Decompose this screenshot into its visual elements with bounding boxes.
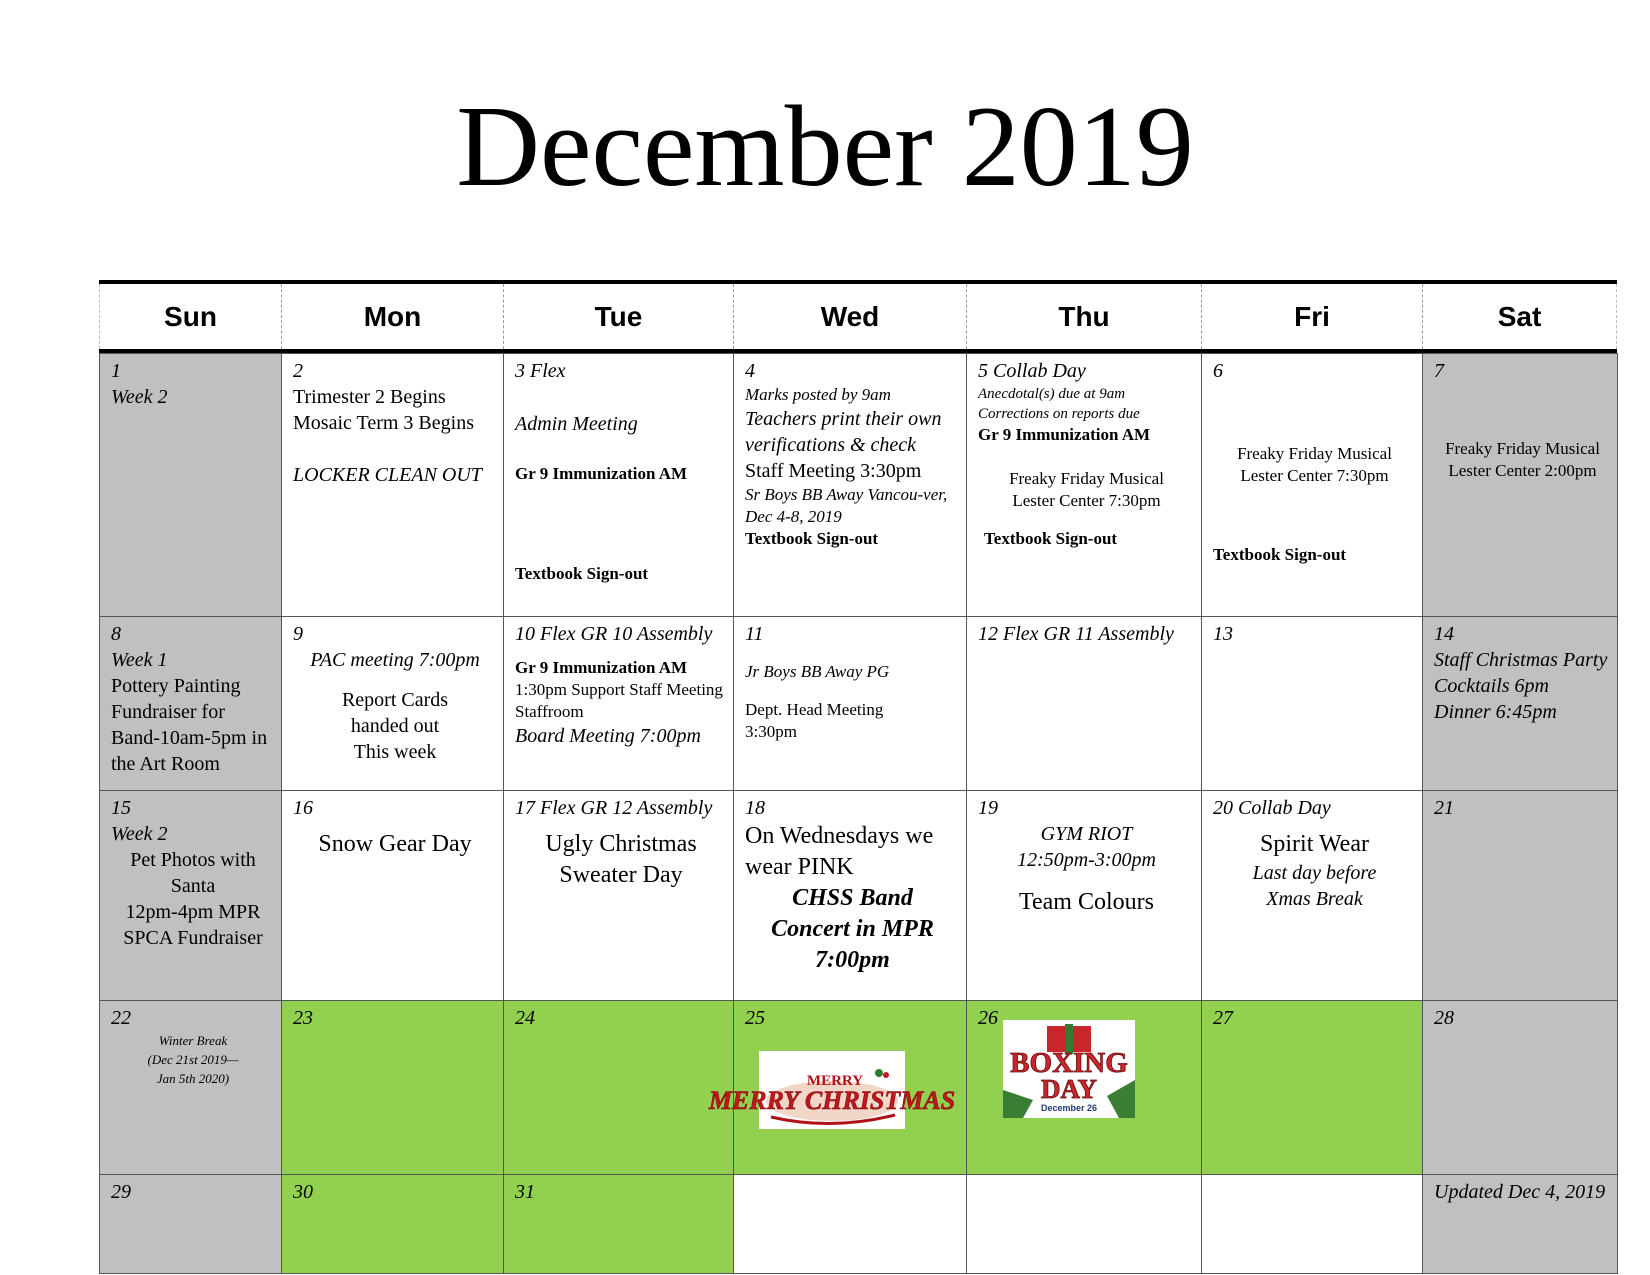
event-text: Trimester 2 Begins <box>293 386 446 408</box>
event-text: handed out <box>350 715 440 737</box>
event-text: Gr 9 Immunization AM <box>515 464 688 483</box>
day-header-fri: Fri <box>1201 284 1422 349</box>
day-number: 14 <box>1434 623 1454 645</box>
day-number: 24 <box>515 1007 535 1029</box>
day-number: 25 <box>745 1007 765 1029</box>
event-text: Lester Center 7:30pm <box>1240 466 1389 485</box>
boxing-text: BOXING <box>1010 1047 1128 1079</box>
event-text: 12:50pm-3:00pm <box>1017 849 1156 871</box>
day-cell-3 <box>503 353 734 617</box>
event-text: Lester Center 2:00pm <box>1448 461 1597 480</box>
day-number: 7 <box>1434 360 1444 382</box>
event-text: Dept. Head Meeting <box>745 700 884 719</box>
day-number: 11 <box>745 623 764 645</box>
day-number: 31 <box>515 1181 535 1203</box>
day-cell-27 <box>1201 1000 1423 1175</box>
event-text: Textbook Sign-out <box>984 529 1118 548</box>
day-cell-5 <box>966 353 1202 617</box>
merry-christmas-text: MERRY CHRISTMAS <box>708 1086 956 1115</box>
day-cell-11 <box>733 616 967 791</box>
boxing-date-text: December 26 <box>1040 1103 1098 1113</box>
day-cell-12 <box>966 616 1202 791</box>
event-text: SPCA Fundraiser <box>123 927 263 949</box>
day-number: 17 Flex GR 12 Assembly <box>515 797 713 819</box>
event-text: Gr 9 Immunization AM <box>978 425 1151 444</box>
event-text: Anecdotal(s) due at 9am <box>978 386 1126 402</box>
day-cell-8 <box>99 616 282 791</box>
event-text: GYM RIOT <box>1040 823 1133 845</box>
boxing-day-image <box>1003 1020 1135 1118</box>
event-text: Dinner 6:45pm <box>1434 701 1557 723</box>
day-number: 10 Flex GR 10 Assembly <box>515 623 713 645</box>
day-number: 20 Collab Day <box>1213 797 1331 819</box>
day-number: 28 <box>1434 1007 1454 1029</box>
day-number: 8 <box>111 623 121 645</box>
event-text: LOCKER CLEAN OUT <box>293 464 482 486</box>
day-number: 18 <box>745 797 765 819</box>
event-text: Winter Break <box>158 1033 228 1048</box>
week-label: Week 1 <box>111 649 168 671</box>
event-text: 7:00pm <box>815 947 890 973</box>
day-number: 26 <box>978 1007 998 1029</box>
day-cell-9 <box>281 616 504 791</box>
event-text: Report Cards <box>341 689 449 711</box>
event-text: (Dec 21st 2019— <box>147 1052 239 1067</box>
event-text: Santa <box>170 875 216 897</box>
day-cell-17 <box>503 790 734 1001</box>
svg-text:MERRY: MERRY <box>806 1073 864 1089</box>
week-label: Week 2 <box>111 386 168 408</box>
day-cell-23 <box>281 1000 504 1175</box>
day-cell-14 <box>1422 616 1618 791</box>
day-number: 21 <box>1434 797 1454 819</box>
day-number: 9 <box>293 623 303 645</box>
event-text: Concert in MPR <box>771 916 934 942</box>
event-text: This week <box>353 741 437 763</box>
event-text: Last day before <box>1252 862 1377 884</box>
day-header-sat: Sat <box>1422 284 1617 349</box>
day-number: 5 Collab Day <box>978 360 1086 382</box>
event-text: Pet Photos with <box>130 849 256 871</box>
day-number: 13 <box>1213 623 1233 645</box>
event-text: Gr 9 Immunization AM <box>515 658 688 677</box>
event-text: Cocktails 6pm <box>1434 675 1549 697</box>
day-number: 16 <box>293 797 313 819</box>
day-cell-31 <box>503 1174 734 1274</box>
day-cell-6 <box>1201 353 1423 617</box>
day-number: 30 <box>293 1181 313 1203</box>
event-text: Jr Boys BB Away PG <box>745 662 890 681</box>
day-cell-26 <box>966 1000 1202 1175</box>
event-text: 3:30pm <box>745 722 797 741</box>
event-text: PAC meeting 7:00pm <box>310 649 480 671</box>
day-header-sun: Sun <box>99 284 281 349</box>
event-text: Textbook Sign-out <box>1213 545 1347 564</box>
merry-christmas-image <box>708 1051 956 1129</box>
event-text: Sr Boys BB Away Vancou-ver, Dec 4-8, 2019 <box>745 485 948 526</box>
event-text: Textbook Sign-out <box>515 564 649 583</box>
event-text: Teachers print their own verifications & check <box>745 408 942 456</box>
event-text: Mosaic Term 3 Begins <box>293 412 474 434</box>
event-text: Pottery Painting Fundraiser for Band-10am-5pm in the Art Room <box>111 675 268 775</box>
day-text: DAY <box>1040 1074 1098 1104</box>
event-text: Ugly Christmas <box>545 831 697 857</box>
updated-note: Updated Dec 4, 2019 <box>1434 1181 1606 1203</box>
day-number: 15 <box>111 797 131 819</box>
event-text: CHSS Band <box>792 885 913 911</box>
event-text: Team Colours <box>1019 889 1154 915</box>
day-cell-30 <box>281 1174 504 1274</box>
day-cell-25 <box>708 1000 967 1175</box>
day-cell-28 <box>1422 1000 1618 1175</box>
day-cell-4 <box>733 353 967 617</box>
event-text: 1:30pm Support Staff Meeting Staffroom <box>515 680 723 721</box>
day-cell-21 <box>1422 790 1618 1001</box>
event-text: Lester Center 7:30pm <box>1012 491 1161 510</box>
day-cell-1 <box>99 353 282 617</box>
event-text: Admin Meeting <box>515 413 638 435</box>
empty-cell <box>733 1174 967 1274</box>
day-number: 22 <box>111 1007 131 1029</box>
day-number: 12 Flex GR 11 Assembly <box>978 623 1174 645</box>
day-number: 4 <box>745 360 755 382</box>
day-number: 19 <box>978 797 998 819</box>
day-cell-15 <box>99 790 282 1001</box>
day-number: 3 Flex <box>515 360 566 382</box>
day-cell-20 <box>1201 790 1423 1001</box>
day-header-thu: Thu <box>966 284 1201 349</box>
day-number: 29 <box>111 1181 131 1203</box>
day-cell-2 <box>281 353 504 617</box>
event-text: Freaky Friday Musical <box>1237 444 1392 463</box>
event-text: Freaky Friday Musical <box>1009 469 1164 488</box>
day-number: 1 <box>111 360 121 382</box>
day-cell-10 <box>503 616 734 791</box>
calendar-title: December 2019 <box>456 83 1194 211</box>
updated-cell <box>1422 1174 1618 1274</box>
event-text: Board Meeting 7:00pm <box>515 725 701 747</box>
day-cell-16 <box>281 790 504 1001</box>
empty-cell <box>966 1174 1202 1274</box>
week-label: Week 2 <box>111 823 168 845</box>
day-cell-13 <box>1201 616 1423 791</box>
day-cell-29 <box>99 1174 282 1274</box>
event-text: Staff Christmas Party <box>1434 649 1608 671</box>
event-text: Corrections on reports due <box>978 406 1140 422</box>
event-text: Textbook Sign-out <box>745 529 879 548</box>
day-cell-22 <box>99 1000 282 1175</box>
event-text: Freaky Friday Musical <box>1445 439 1600 458</box>
day-number: 27 <box>1213 1007 1233 1029</box>
empty-cell <box>1201 1174 1423 1274</box>
event-text: On Wednesdays we wear PINK <box>745 823 934 880</box>
event-text: Spirit Wear <box>1260 831 1369 857</box>
day-cell-7 <box>1422 353 1618 617</box>
day-cell-18 <box>733 790 967 1001</box>
day-number: 23 <box>293 1007 313 1029</box>
event-text: Xmas Break <box>1266 888 1363 910</box>
event-text: Staff Meeting 3:30pm <box>745 460 922 482</box>
day-number: 2 <box>293 360 303 382</box>
day-cell-19 <box>966 790 1202 1001</box>
day-header-wed: Wed <box>733 284 966 349</box>
day-header-mon: Mon <box>281 284 503 349</box>
event-text: Jan 5th 2020) <box>156 1071 230 1086</box>
event-text: Snow Gear Day <box>318 831 472 857</box>
event-text: Sweater Day <box>559 862 683 888</box>
day-number: 6 <box>1213 360 1223 382</box>
event-text: Marks posted by 9am <box>745 385 891 404</box>
day-cell-24 <box>503 1000 734 1175</box>
event-text: 12pm-4pm MPR <box>125 901 261 923</box>
day-header-tue: Tue <box>503 284 733 349</box>
